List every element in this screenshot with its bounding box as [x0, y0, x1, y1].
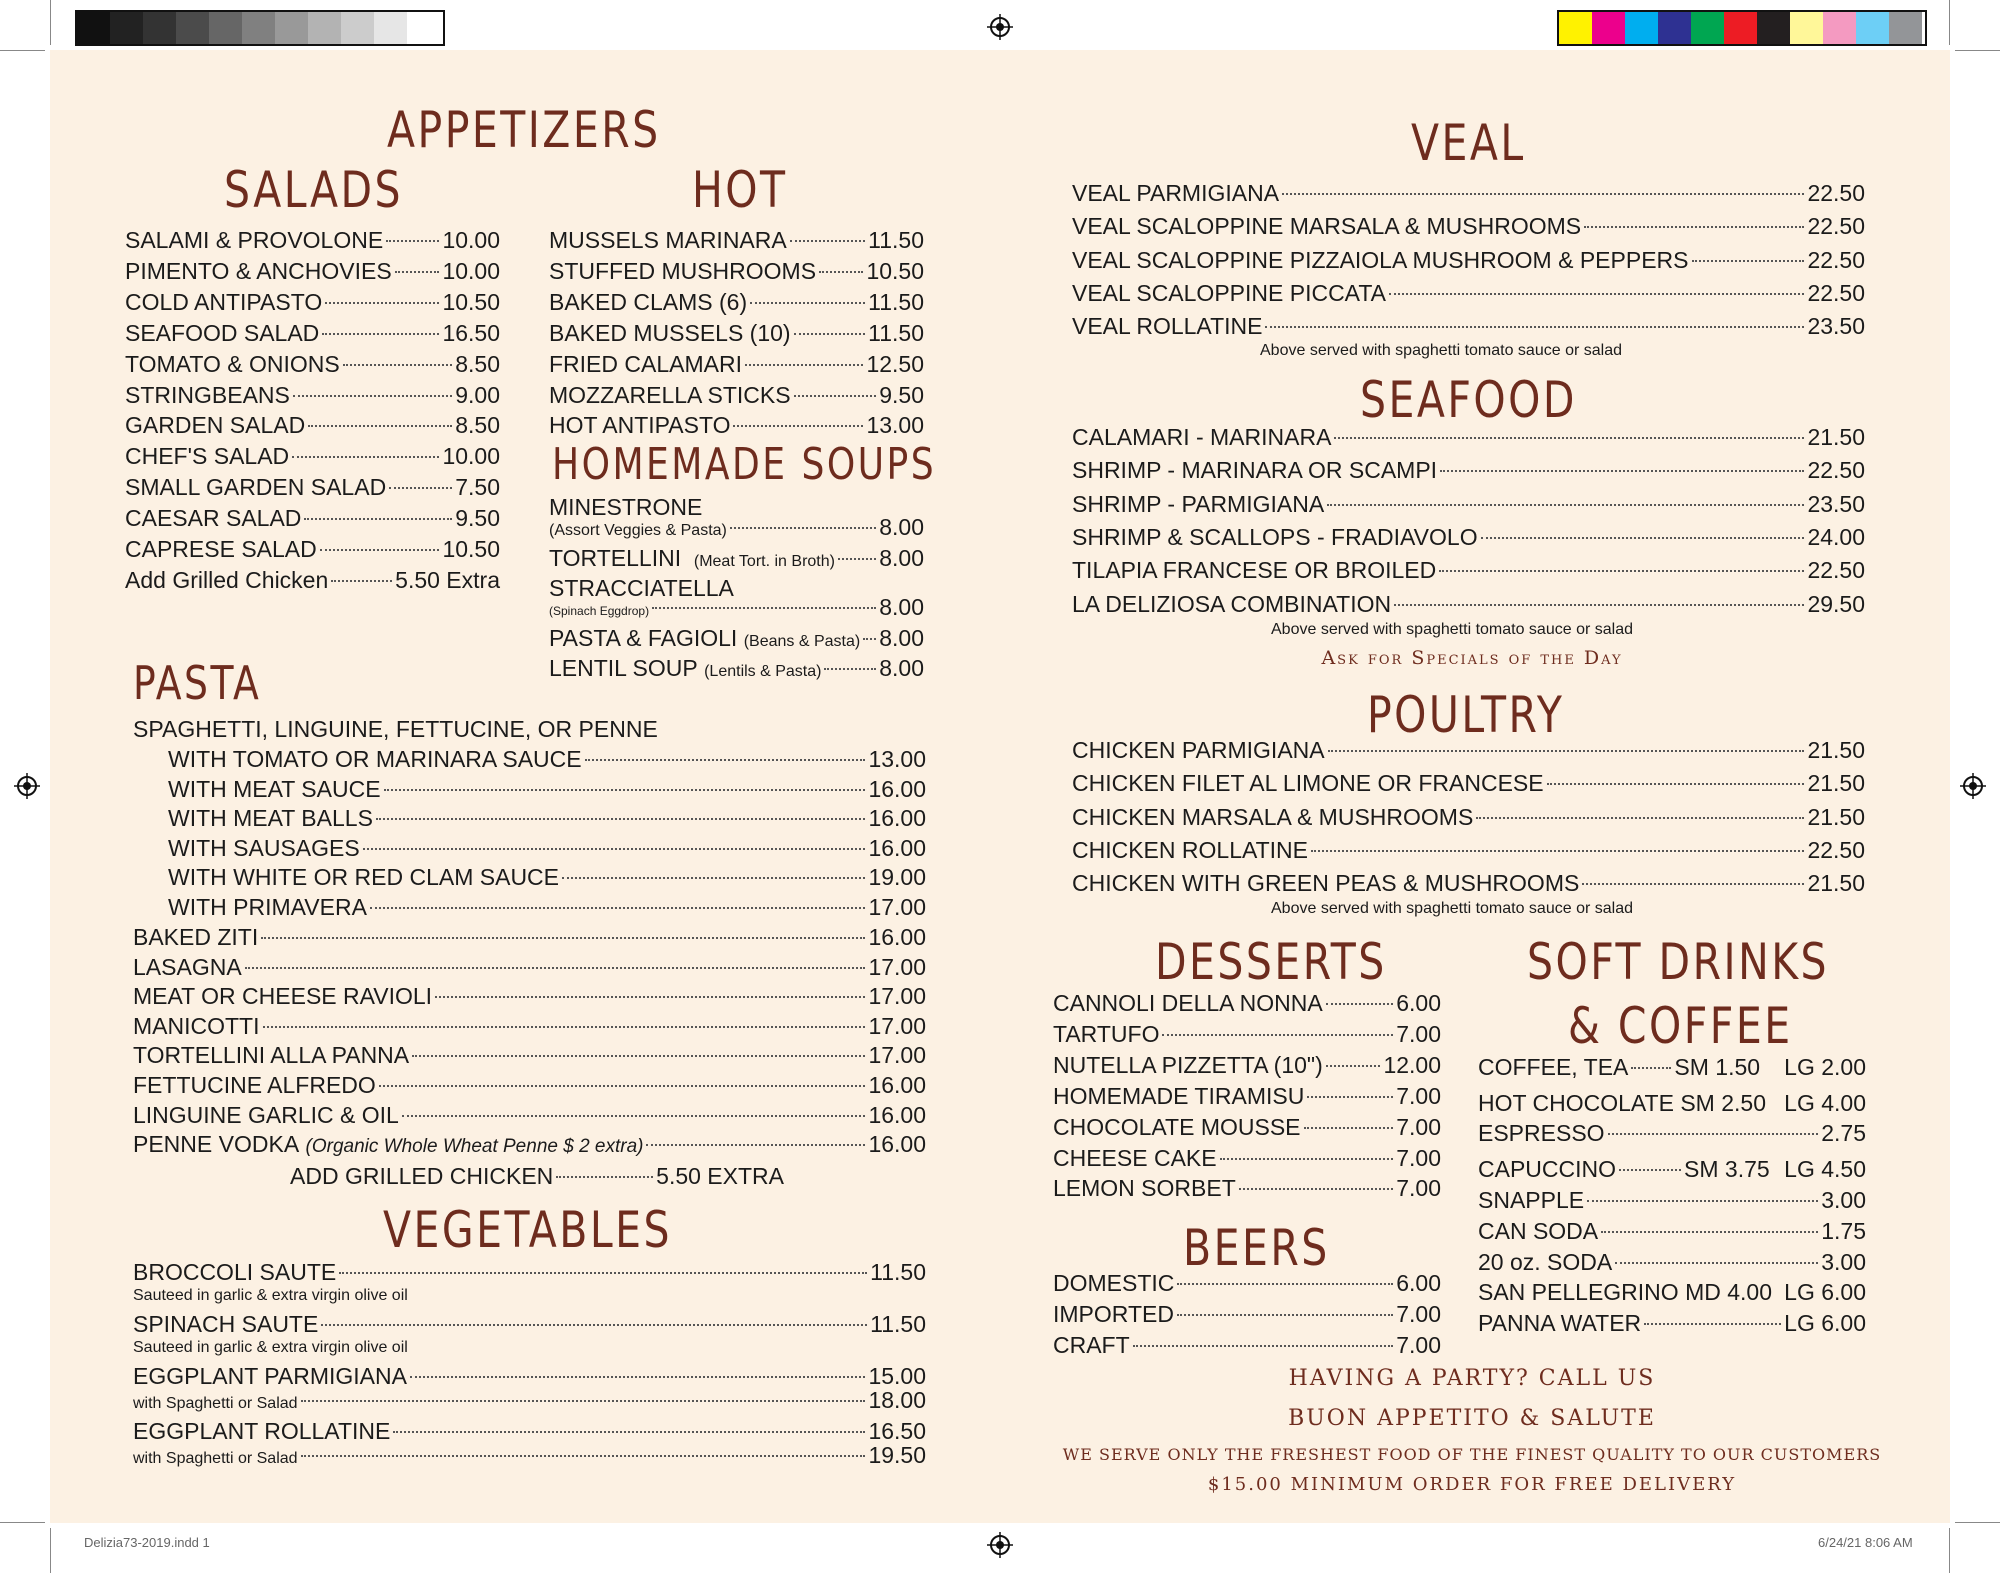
appetizers-title: APPETIZERS [387, 101, 661, 159]
item-name: STUFFED MUSHROOMS [549, 257, 817, 284]
item-name: SMALL GARDEN SALAD [125, 474, 387, 501]
gray-swatch [176, 12, 209, 44]
item-price: 21.50 [1807, 803, 1865, 830]
pasta-sauce-item [168, 744, 926, 774]
item-price: 7.50 [455, 474, 500, 501]
crop-mark [50, 1528, 51, 1573]
item-name: VEAL SCALOPPINE PIZZAIOLA MUSHROOM & PEPPERS [1072, 246, 1689, 273]
veal-item [1072, 211, 1865, 241]
veal-item [1072, 278, 1865, 308]
item-name: LASAGNA [133, 953, 242, 980]
item-name: MEAT OR CHEESE RAVIOLI [133, 983, 433, 1010]
salad-item [125, 441, 500, 471]
item-price: 22.50 [1807, 180, 1865, 206]
item-name: CHICKEN ROLLATINE [1072, 836, 1309, 863]
beer-item [1053, 1330, 1441, 1360]
salad-item [125, 256, 500, 286]
item-price: 21.50 [1807, 870, 1865, 897]
soft-drinks-title: SOFT DRINKS [1527, 933, 1830, 991]
pasta-sauce-item [168, 892, 926, 922]
item-name: MUSSELS MARINARA [549, 227, 787, 253]
salad-item [125, 287, 500, 317]
item-price: 11.50 [868, 319, 924, 346]
item-price: 7.00 [1396, 1175, 1441, 1202]
poultry-item [1072, 835, 1865, 865]
vegetable-item: SPINACH SAUTE 11.50 [133, 1311, 926, 1337]
item-name: WITH MEAT SAUCE [168, 775, 381, 802]
item-name: HOT ANTIPASTO [549, 412, 731, 439]
poultry-title: POULTRY [1367, 686, 1565, 744]
print-timestamp: 6/24/21 8:06 AM [1818, 1535, 1913, 1550]
poultry-note: Above served with spaghetti tomato sauce or salad [1271, 900, 1633, 917]
item-price: 16.00 [868, 834, 926, 861]
item-price: 21.50 [1807, 770, 1865, 797]
registration-mark-icon [987, 14, 1013, 40]
item-name: SALAMI & PROVOLONE [125, 227, 384, 253]
homemade-soups-title: HOMEMADE SOUPS [552, 439, 937, 490]
hot-appetizer-item [549, 287, 924, 317]
item-name: WITH PRIMAVERA [168, 894, 367, 920]
item-price: 17.00 [868, 1012, 926, 1039]
item-name: VEAL SCALOPPINE MARSALA & MUSHROOMS [1072, 213, 1582, 240]
salad-item [125, 472, 500, 502]
dessert-item [1053, 1019, 1441, 1049]
item-price: 24.00 [1807, 523, 1865, 550]
item-name: SEAFOOD SALAD [125, 319, 320, 346]
item-price: 6.00 [1396, 990, 1441, 1016]
item-price: 21.50 [1807, 737, 1865, 763]
item-price: 23.50 [1807, 313, 1865, 340]
veal-item [1072, 311, 1865, 341]
crop-mark [1955, 1522, 2000, 1523]
item-price: 8.50 [455, 412, 500, 439]
vegetable-subline: with Spaghetti or Salad 19.50 [133, 1442, 926, 1468]
vegetable-item: BROCCOLI SAUTE 11.50 [133, 1259, 926, 1285]
pasta-title: PASTA [133, 656, 262, 710]
vegetable-item: EGGPLANT ROLLATINE 16.50 [133, 1418, 926, 1444]
dessert-item [1053, 1112, 1441, 1142]
color-swatch [1790, 12, 1823, 44]
item-price: 11.50 [868, 227, 924, 253]
item-name: CHICKEN FILET AL LIMONE OR FRANCESE [1072, 770, 1544, 797]
desserts-title: DESSERTS [1155, 933, 1387, 991]
item-name: LA DELIZIOSA COMBINATION [1072, 590, 1392, 617]
item-price: 22.50 [1807, 557, 1865, 584]
gray-swatch [308, 12, 341, 44]
beer-item [1053, 1268, 1441, 1298]
beers-title: BEERS [1183, 1219, 1330, 1277]
item-name: CHOCOLATE MOUSSE [1053, 1113, 1301, 1140]
gray-swatch [77, 12, 110, 44]
hot-appetizer-item [549, 349, 924, 379]
item-price: 12.50 [866, 350, 924, 377]
party-line: HAVING A PARTY? CALL US [1288, 1366, 1656, 1391]
salads-title: SALADS [224, 161, 404, 219]
item-price: 17.00 [868, 953, 926, 980]
hot-appetizer-item [549, 318, 924, 348]
buon-appetito-line: BUON APPETITO & SALUTE [1288, 1406, 1656, 1431]
item-name: STRINGBEANS [125, 381, 290, 408]
soup-pasta-fagioli: PASTA & FAGIOLI (Beans & Pasta) 8.00 [549, 625, 924, 651]
file-label: Delizia73-2019.indd 1 [84, 1535, 210, 1550]
pasta-item [133, 1040, 926, 1070]
pasta-item [133, 922, 926, 952]
item-price: 22.50 [1807, 457, 1865, 484]
item-name: CALAMARI - MARINARA [1072, 424, 1332, 450]
item-price: 13.00 [866, 412, 924, 439]
item-name: CRAFT [1053, 1331, 1130, 1358]
item-name: TARTUFO [1053, 1020, 1160, 1047]
item-name: CHICKEN WITH GREEN PEAS & MUSHROOMS [1072, 870, 1580, 897]
crop-mark [1949, 1528, 1950, 1573]
color-swatch [1559, 12, 1592, 44]
item-name: DOMESTIC [1053, 1270, 1175, 1296]
dessert-item [1053, 1050, 1441, 1080]
color-swatch [1658, 12, 1691, 44]
veal-item [1072, 245, 1865, 275]
pasta-item [133, 981, 926, 1011]
item-price: 7.00 [1396, 1331, 1441, 1358]
pasta-sauce-item [168, 862, 926, 892]
salad-item [125, 503, 500, 533]
gray-swatch [143, 12, 176, 44]
soup-minestrone-name: MINESTRONE [549, 494, 703, 520]
item-name: CANNOLI DELLA NONNA [1053, 990, 1323, 1016]
freshest-line: WE SERVE ONLY THE FRESHEST FOOD OF THE FINEST QUALITY TO OUR CUSTOMERS [1062, 1445, 1882, 1464]
veal-title: VEAL [1411, 114, 1526, 172]
pasta-penne-vodka: PENNE VODKA (Organic Whole Wheat Penne $ 2 extra) 16.00 [133, 1131, 926, 1157]
pasta-item [133, 952, 926, 982]
item-price: 29.50 [1807, 590, 1865, 617]
dessert-item [1053, 1081, 1441, 1111]
pasta-item [133, 1011, 926, 1041]
item-price: 7.00 [1396, 1082, 1441, 1109]
item-name: VEAL PARMIGIANA [1072, 180, 1280, 206]
veal-note: Above served with spaghetti tomato sauce or salad [1260, 342, 1622, 359]
seafood-item [1072, 422, 1865, 452]
pasta-intro: SPAGHETTI, LINGUINE, FETTUCINE, OR PENNE [133, 716, 658, 742]
gray-swatch [242, 12, 275, 44]
vegetable-item: EGGPLANT PARMIGIANA 15.00 [133, 1363, 926, 1389]
item-name: WITH MEAT BALLS [168, 805, 373, 832]
color-swatch [1823, 12, 1856, 44]
item-name: COLD ANTIPASTO [125, 288, 323, 315]
item-name: WITH TOMATO OR MARINARA SAUCE [168, 746, 582, 772]
item-price: 22.50 [1807, 213, 1865, 240]
drink-can-soda: CAN SODA 1.75 [1478, 1218, 1866, 1244]
item-name: WITH SAUSAGES [168, 834, 360, 861]
item-name: TILAPIA FRANCESE OR BROILED [1072, 557, 1437, 584]
item-price: 16.00 [868, 775, 926, 802]
color-swatch [1691, 12, 1724, 44]
item-price: 13.00 [868, 746, 926, 772]
crop-mark [1949, 0, 1950, 45]
item-name: BAKED MUSSELS (10) [549, 319, 791, 346]
soup-lentil: LENTIL SOUP (Lentils & Pasta) 8.00 [549, 655, 924, 681]
poultry-item [1072, 735, 1865, 765]
dessert-item [1053, 988, 1441, 1018]
gray-swatch [209, 12, 242, 44]
drink-snapple: SNAPPLE 3.00 [1478, 1187, 1866, 1213]
registration-mark-icon [14, 773, 40, 799]
color-swatch [1856, 12, 1889, 44]
color-swatch [1889, 12, 1922, 44]
pasta-sauce-item [168, 774, 926, 804]
item-price: 16.00 [868, 1072, 926, 1098]
vegetable-subline: Sauteed in garlic & extra virgin olive oil [133, 1339, 408, 1356]
item-name: PIMENTO & ANCHOVIES [125, 257, 392, 284]
drink-coffee-tea: COFFEE, TEA SM 1.50 LG 2.00 [1478, 1054, 1866, 1080]
color-swatch [1757, 12, 1790, 44]
item-price: 22.50 [1807, 279, 1865, 306]
item-price: 10.00 [442, 257, 500, 284]
item-name: CHICKEN MARSALA & MUSHROOMS [1072, 803, 1474, 830]
item-name: CAPRESE SALAD [125, 536, 317, 562]
item-name: WITH WHITE OR RED CLAM SAUCE [168, 864, 560, 891]
item-name: BAKED ZITI [133, 924, 259, 950]
item-name: IMPORTED [1053, 1300, 1174, 1327]
item-price: 7.00 [1396, 1300, 1441, 1327]
pasta-sauce-item [168, 803, 926, 833]
crop-mark [50, 0, 51, 45]
item-name: MANICOTTI [133, 1012, 260, 1039]
item-name: SHRIMP - MARINARA OR SCAMPI [1072, 457, 1438, 484]
seafood-item [1072, 455, 1865, 485]
item-price: 10.50 [866, 257, 924, 284]
item-name: NUTELLA PIZZETTA (10") [1053, 1051, 1323, 1078]
color-swatch [1592, 12, 1625, 44]
gray-swatch [275, 12, 308, 44]
seafood-item [1072, 489, 1865, 519]
soup-tortellini: TORTELLINI (Meat Tort. in Broth) 8.00 [549, 545, 924, 571]
item-name: LINGUINE GARLIC & OIL [133, 1101, 399, 1128]
hot-appetizer-item [549, 256, 924, 286]
item-price: 7.00 [1396, 1020, 1441, 1047]
item-name: MOZZARELLA STICKS [549, 381, 791, 408]
item-price: 7.00 [1396, 1144, 1441, 1171]
vegetable-subline: Sauteed in garlic & extra virgin olive oil [133, 1287, 408, 1304]
item-name: HOMEMADE TIRAMISU [1053, 1082, 1305, 1109]
seafood-item [1072, 555, 1865, 585]
item-price: 17.00 [868, 1042, 926, 1069]
salad-item [125, 380, 500, 410]
salad-item [125, 349, 500, 379]
vegetable-subline: with Spaghetti or Salad 18.00 [133, 1387, 926, 1413]
item-price: 17.00 [868, 983, 926, 1010]
item-name: FRIED CALAMARI [549, 350, 742, 377]
crop-mark [1955, 50, 2000, 51]
hot-appetizer-item [549, 410, 924, 440]
item-price: 22.50 [1807, 246, 1865, 273]
item-name: VEAL ROLLATINE [1072, 313, 1263, 340]
hot-appetizer-item [549, 380, 924, 410]
soup-minestrone: (Assort Veggies & Pasta) 8.00 [549, 514, 924, 540]
coffee-title: & COFFEE [1568, 997, 1793, 1055]
soup-stracciatella-name: STRACCIATELLA [549, 575, 734, 601]
item-price: 8.50 [455, 350, 500, 377]
item-price: 22.50 [1807, 836, 1865, 863]
item-price: 16.00 [868, 805, 926, 832]
item-price: 10.50 [442, 536, 500, 562]
item-price: 9.00 [455, 381, 500, 408]
seafood-title: SEAFOOD [1360, 371, 1577, 429]
poultry-item [1072, 802, 1865, 832]
item-price: 10.50 [442, 288, 500, 315]
pasta-sauce-item [168, 833, 926, 863]
pasta-item [133, 1070, 926, 1100]
crop-mark [0, 1522, 45, 1523]
salad-item [125, 410, 500, 440]
pasta-item [133, 1100, 926, 1130]
item-price: 23.50 [1807, 490, 1865, 517]
gray-swatch [407, 12, 440, 44]
gray-swatch [341, 12, 374, 44]
item-price: 10.00 [442, 443, 500, 470]
item-name: SHRIMP & SCALLOPS - FRADIAVOLO [1072, 523, 1478, 550]
dessert-item [1053, 1173, 1441, 1203]
item-price: 7.00 [1396, 1113, 1441, 1140]
item-name: GARDEN SALAD [125, 412, 306, 439]
item-name: TOMATO & ONIONS [125, 350, 340, 377]
item-name: CHICKEN PARMIGIANA [1072, 737, 1325, 763]
drink-panna-water: PANNA WATER LG 6.00 [1478, 1310, 1866, 1336]
item-name: CHEF'S SALAD [125, 443, 290, 470]
item-name: SHRIMP - PARMIGIANA [1072, 490, 1325, 517]
item-price: 10.00 [442, 227, 500, 253]
veal-item [1072, 178, 1865, 208]
item-price: 16.00 [868, 1101, 926, 1128]
vegetables-title: VEGETABLES [383, 1201, 673, 1259]
color-swatch [1625, 12, 1658, 44]
minimum-order-line: $15.00 MINIMUM ORDER FOR FREE DELIVERY [1207, 1474, 1737, 1495]
item-price: 19.00 [868, 864, 926, 891]
item-price: 21.50 [1807, 424, 1865, 450]
process-color-bar [1557, 10, 1927, 46]
registration-mark-icon [1960, 773, 1986, 799]
item-price: 16.00 [868, 924, 926, 950]
item-price: 11.50 [868, 288, 924, 315]
color-swatch [1724, 12, 1757, 44]
crop-mark [0, 50, 45, 51]
item-price: 6.00 [1396, 1270, 1441, 1296]
hot-appetizer-item [549, 225, 924, 255]
hot-title: HOT [692, 161, 788, 219]
add-grilled-chicken-salad: Add Grilled Chicken 5.50 Extra [125, 567, 500, 593]
item-name: VEAL SCALOPPINE PICCATA [1072, 279, 1387, 306]
poultry-item [1072, 768, 1865, 798]
drink-espresso: ESPRESSO 2.75 [1478, 1120, 1866, 1146]
item-price: 12.00 [1383, 1051, 1441, 1078]
item-name: TORTELLINI ALLA PANNA [133, 1042, 410, 1069]
salad-item [125, 225, 500, 255]
item-name: CHEESE CAKE [1053, 1144, 1217, 1171]
item-name: FETTUCINE ALFREDO [133, 1072, 376, 1098]
item-price: 16.50 [442, 319, 500, 346]
drink-hot-chocolate: HOT CHOCOLATE SM 2.50 LG 4.00 [1478, 1090, 1866, 1116]
seafood-item [1072, 522, 1865, 552]
drink-20oz-soda: 20 oz. SODA 3.00 [1478, 1249, 1866, 1275]
item-name: BAKED CLAMS (6) [549, 288, 748, 315]
gray-swatch [110, 12, 143, 44]
item-name: LEMON SORBET [1053, 1175, 1236, 1202]
drink-capuccino: CAPUCCINO SM 3.75 LG 4.50 [1478, 1156, 1866, 1182]
salad-item [125, 318, 500, 348]
item-name: CAESAR SALAD [125, 505, 302, 532]
item-price: 9.50 [879, 381, 924, 408]
item-price: 9.50 [455, 505, 500, 532]
dessert-item [1053, 1143, 1441, 1173]
specials-of-the-day: Ask for Specials of the Day [1321, 647, 1623, 669]
grayscale-color-bar [75, 10, 445, 46]
gray-swatch [374, 12, 407, 44]
salad-item [125, 534, 500, 564]
item-price: 17.00 [868, 894, 926, 920]
seafood-item [1072, 589, 1865, 619]
pasta-add-grilled-chicken: ADD GRILLED CHICKEN 5.50 EXTRA [290, 1163, 784, 1189]
soup-stracciatella: (Spinach Eggdrop) 8.00 [549, 594, 924, 620]
registration-mark-icon [987, 1532, 1013, 1558]
drink-san-pellegrino: SAN PELLEGRINO MD 4.00 LG 6.00 [1478, 1279, 1866, 1305]
poultry-item [1072, 868, 1865, 898]
seafood-note: Above served with spaghetti tomato sauce or salad [1271, 621, 1633, 638]
beer-item [1053, 1299, 1441, 1329]
